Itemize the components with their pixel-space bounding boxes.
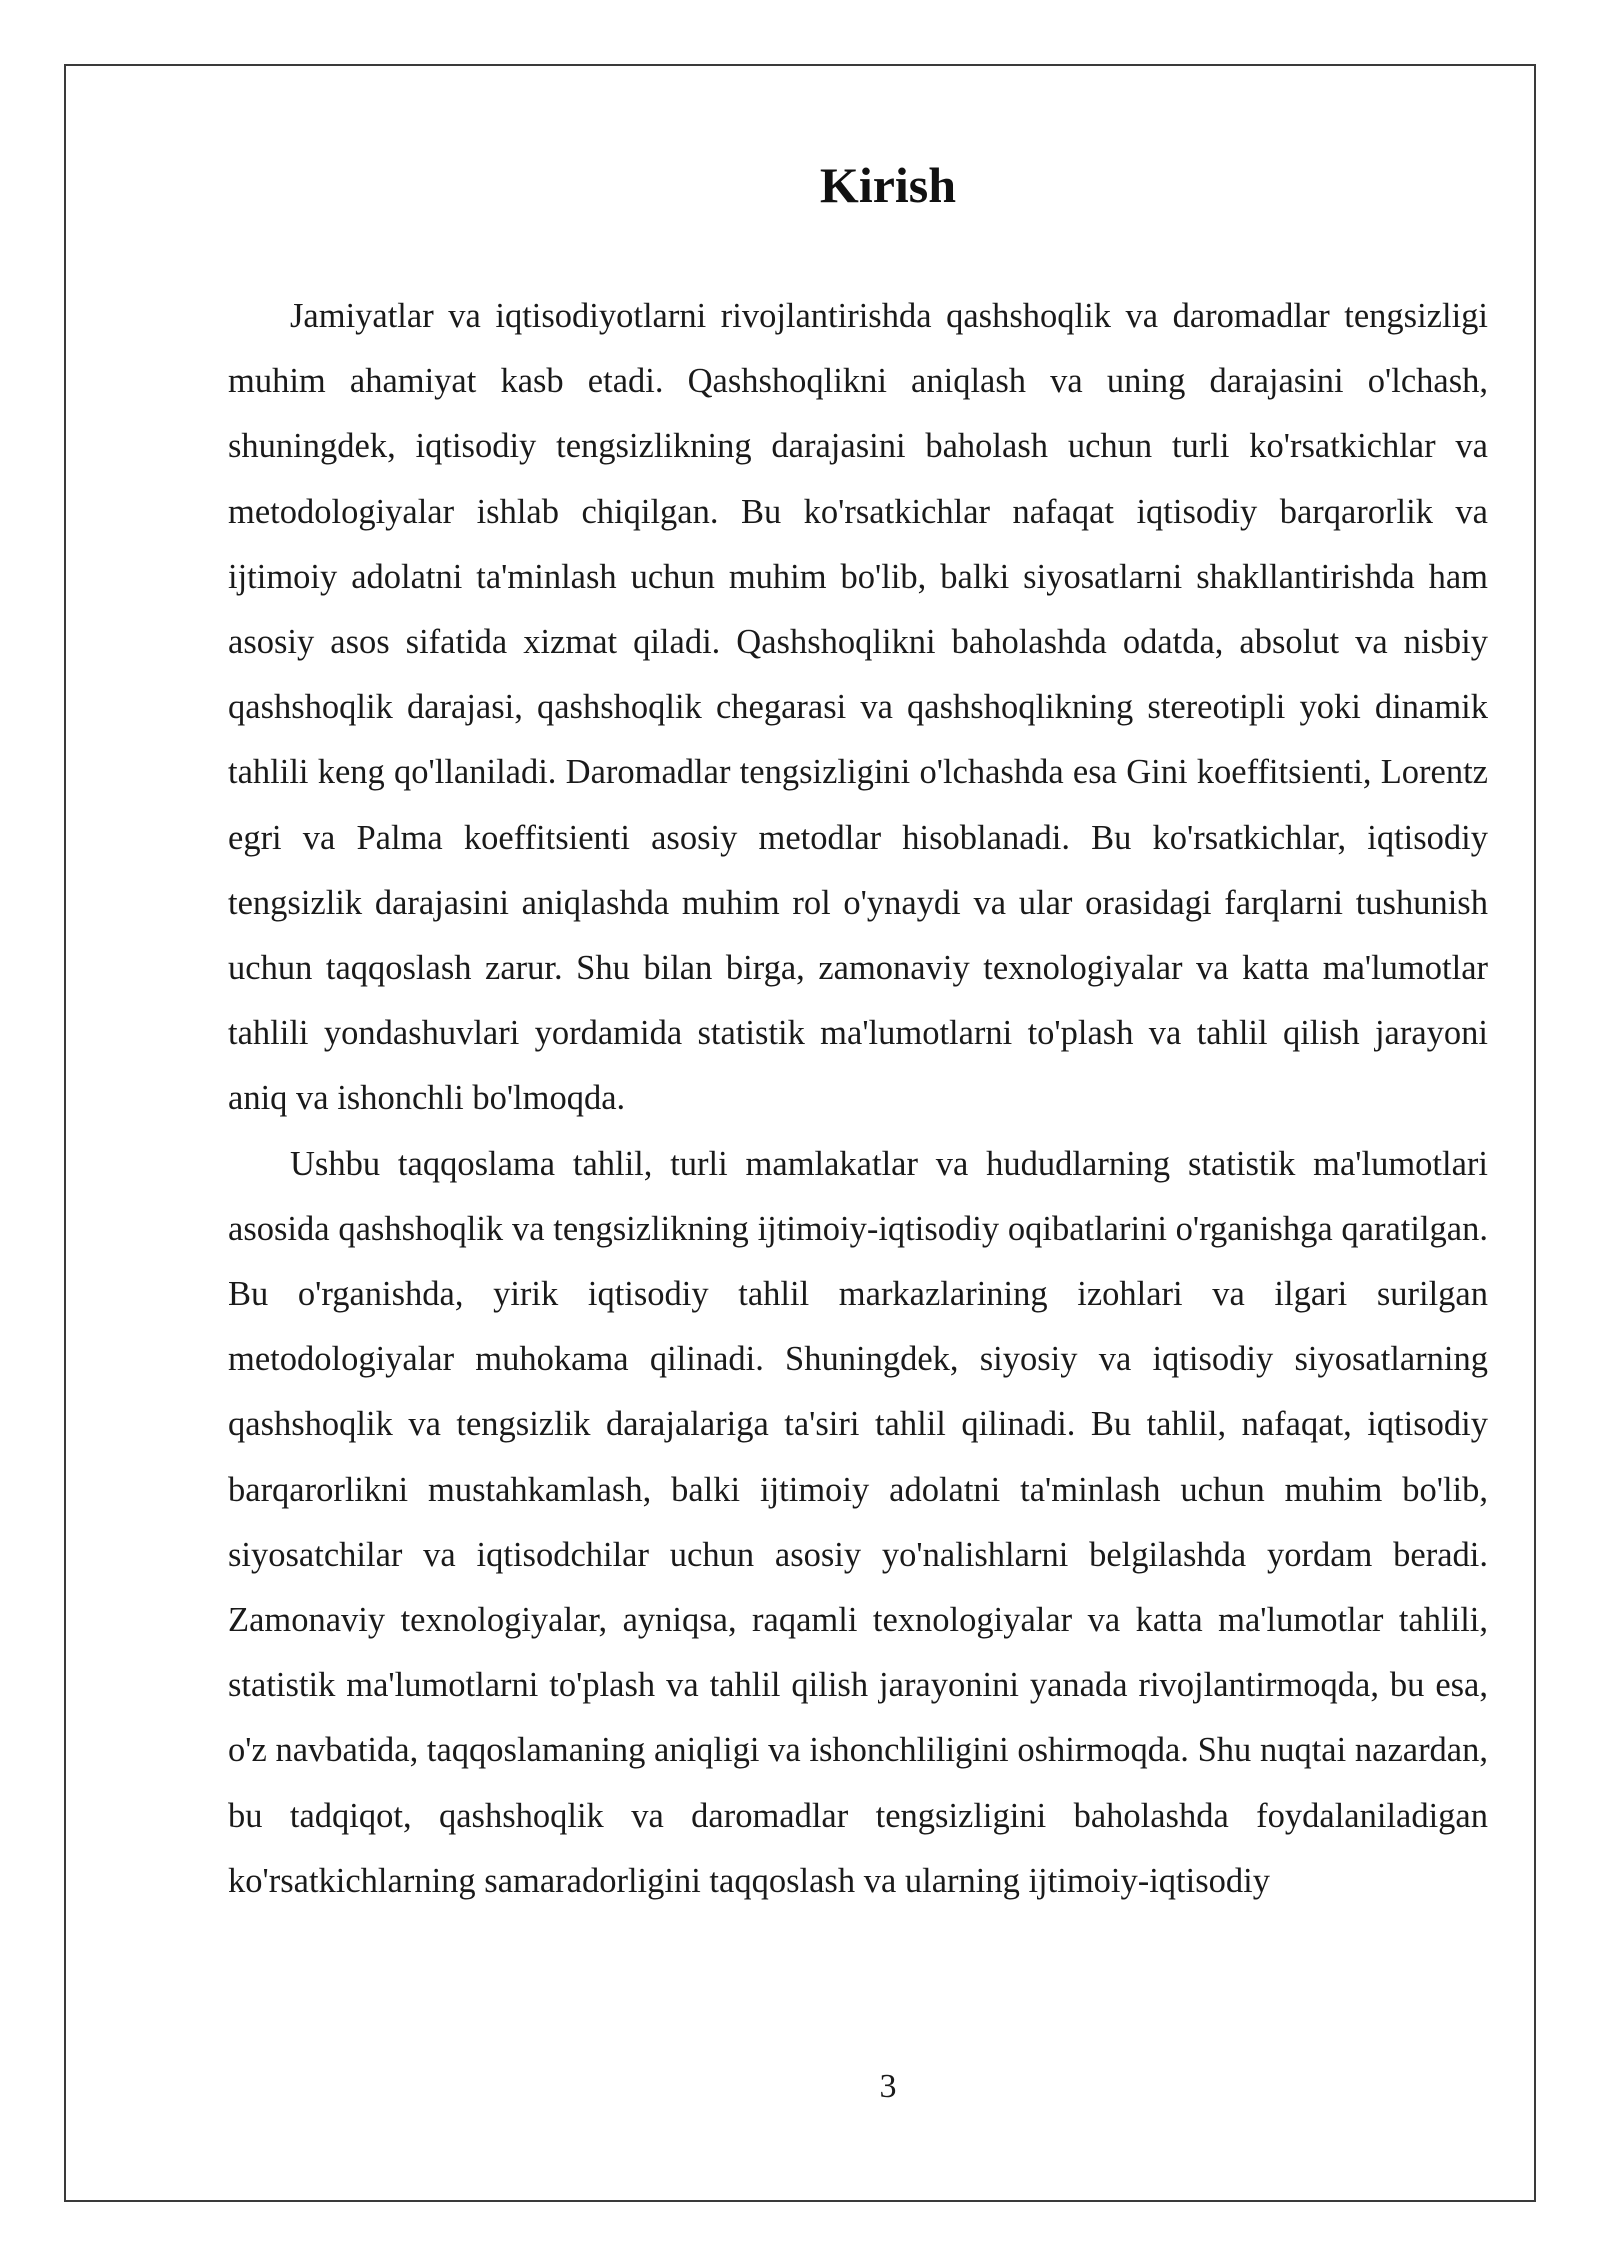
page-title: Kirish xyxy=(819,157,957,213)
page-number: 3 xyxy=(879,2068,897,2105)
paragraph-2: Ushbu taqqoslama tahlil, turli mamlakatlar va hududlarning statistik ma'lumotlari asosida qashshoqlik va tengsizlikning ijtimoiy-iqtisodiy oqibatlarini o'rganishga qaratilgan. Bu o'rganishda, yirik iqtisodiy tahlil markazlarining izohlari va ilgari surilgan metodologiyalar muhokama qilinadi. Shuningdek, siyosiy va iqtisodiy siyosatlarning qashshoqlik va tengsizlik darajalariga ta'siri tahlil qilinadi. Bu tahlil, nafaqat, iqtisodiy barqarorlikni mustahkamlash, balki ijtimoiy adolatni ta'minlash uchun muhim bo'lib, siyosatchilar va iqtisodchilar uchun asosiy yo'nalishlarni belgilashda yordam beradi. Zamonaviy texnologiyalar, ayniqsa, raqamli texnologiyalar va katta ma'lumotlar tahlili, statistik ma'lumotlarni to'plash va tahlil qilish jarayonini yanada rivojlantirmoqda, bu esa, o'z navbatida, taqqoslamaning aniqligi va ishonchliligini oshirmoqda. Shu nuqtai nazardan, bu tadqiqot, qashshoqlik va daromadlar tengsizligini baholashda foydalaniladigan ko'rsatkichlarning samaradorligini taqqoslash va ularning ijtimoiy-iqtisodiy xyxy=(228,1144,1488,1900)
paragraph-1: Jamiyatlar va iqtisodiyotlarni rivojlantirishda qashshoqlik va daromadlar tengsizligi muhim ahamiyat kasb etadi. Qashshoqlikni aniqlash va uning darajasini o'lchash, shuningdek, iqtisodiy tengsizlikning darajasini baholash uchun turli ko'rsatkichlar va metodologiyalar ishlab chiqilgan. Bu ko'rsatkichlar nafaqat iqtisodiy barqarorlik va ijtimoiy adolatni ta'minlash uchun muhim bo'lib, balki siyosatlarni shakllantirishda ham asosiy asos sifatida xizmat qiladi. Qashshoqlikni baholashda odatda, absolut va nisbiy qashshoqlik darajasi, qashshoqlik chegarasi va qashshoqlikning stereotipli yoki dinamik tahlili keng qo'llaniladi. Daromadlar tengsizligini o'lchashda esa Gini koeffitsienti, Lorentz egri va Palma koeffitsienti asosiy metodlar hisoblanadi. Bu ko'rsatkichlar, iqtisodiy tengsizlik darajasini aniqlashda muhim rol o'ynaydi va ular orasidagi farqlarni tushunish uchun taqqoslash zarur. Shu bilan birga, zamonaviy texnologiyalar va katta ma'lumotlar tahlili yondashuvlari yordamida statistik ma'lumotlarni to'plash va tahlil qilish jarayoni aniq va ishonchli bo'lmoqda. xyxy=(228,297,1488,1118)
document-body xyxy=(228,284,1488,1914)
